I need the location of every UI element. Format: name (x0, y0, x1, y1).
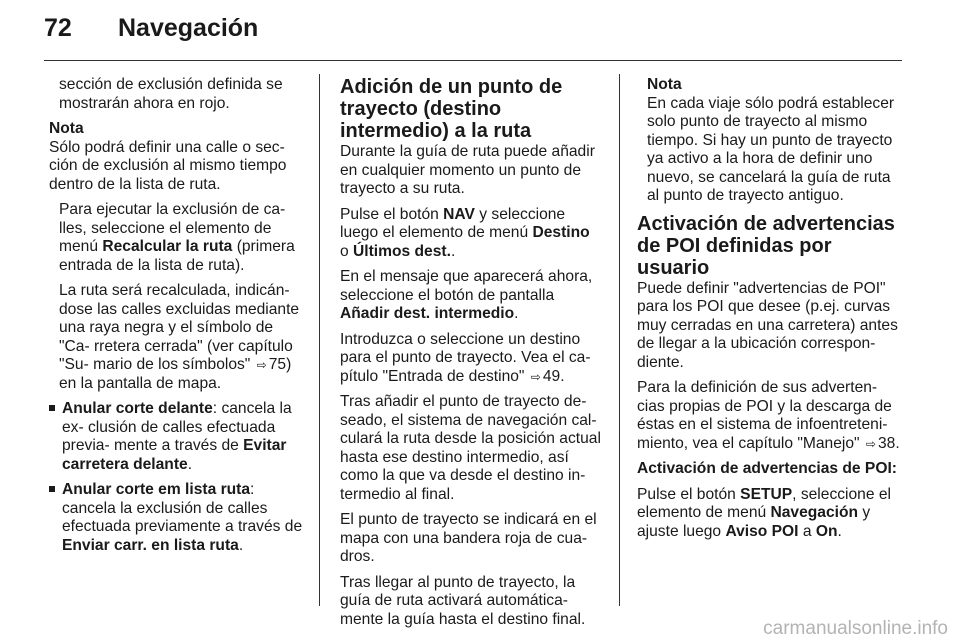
paragraph (340, 206, 602, 262)
column-divider (619, 74, 620, 606)
paragraph (340, 268, 602, 324)
text-run: y seleccione luego el elemento de menú (340, 205, 566, 241)
menu-item-ref: Evitar carretera delante (62, 437, 287, 473)
note-text: Sólo podrá definir una calle o sec- ción de exclusión al mismo tiempo dentro de la lista de ruta. (49, 138, 287, 193)
text-run: , seleccione el elemento de menú (637, 485, 891, 521)
watermark: carmanualsonline.info (763, 618, 948, 639)
bullet-item (49, 481, 305, 555)
text-run: . (514, 305, 519, 322)
arrow-icon: ⇨ (256, 358, 267, 372)
column-3 (637, 76, 903, 548)
column-divider (319, 74, 320, 606)
bullet-item (49, 400, 305, 474)
text-run: . (238, 536, 244, 554)
text-run: Para ejecutar la exclusión de ca- lles, seleccione el elemento de menú (59, 201, 286, 255)
text-run: En el mensaje que aparecerá ahora, seleccione el botón de pantalla (340, 268, 593, 304)
page-number: 72 (44, 14, 72, 42)
section-heading: Activación de advertencias de POI definidas por usuario (637, 212, 895, 279)
text-run: . (837, 522, 842, 540)
text-run: : cancela la ex- clusión de calles efectuada previa- mente a través de (62, 400, 292, 454)
text-run: o (340, 242, 354, 260)
paragraph (49, 282, 305, 393)
header-rule (44, 60, 902, 61)
text-run: Pulse el botón (340, 205, 444, 223)
text-run: 75) en la pantalla de mapa. (59, 356, 292, 392)
text-run: . (450, 242, 456, 260)
text-run: : cancela la exclusión de calles efectuada previamente a través de (62, 481, 303, 535)
column-1 (49, 76, 305, 562)
bullet-square-icon (49, 405, 55, 411)
text-run: Pulse el botón (637, 485, 741, 503)
subheading: Activación de advertencias de POI: (637, 460, 897, 477)
text-run: Para la definición de sus adverten- cias propias de POI y la descarga de éstas en el sistema de infoentreteni- miento, vea el capítulo "Manejo" (637, 379, 892, 452)
section-heading: Adición de un punto de trayecto (destino intermedio) a la ruta (340, 76, 563, 142)
menu-item-ref: Recalcular la ruta (102, 238, 233, 255)
paragraph (49, 201, 305, 275)
value-ref: On (815, 522, 838, 540)
paragraph: Puede definir "advertencias de POI" para los POI que desee (p.ej. curvas muy cerradas en una carretera) antes de llegar a la ubicación correspon- diente. (637, 279, 898, 371)
note-title: Nota (647, 76, 682, 93)
paragraph: sección de exclusión definida se mostrarán ahora en rojo. (59, 76, 283, 112)
text-run: Introduzca o seleccione un destino para el punto de trayecto. Vea el ca- pítulo "Entrada de destino" (340, 330, 591, 385)
text-run: 49. (542, 367, 565, 385)
column-2 (340, 76, 602, 636)
text-run: 38. (877, 434, 900, 452)
paragraph: El punto de trayecto se indicará en el mapa con una bandera roja de cua- dros. (340, 511, 597, 565)
menu-item-ref: Navegación (770, 504, 859, 521)
text-run: y ajuste luego (637, 504, 871, 540)
menu-item-ref: Anular corte delante (62, 400, 213, 417)
text-run: La ruta será recalculada, indicán- dose las calles excluidas mediante una raya negra y el símbolo de "Ca- rretera cerrada" (ver capítulo "Su- mario de los símbolos" (59, 282, 300, 373)
button-ref: NAV (443, 205, 475, 223)
menu-item-ref: Enviar carr. en lista ruta (62, 536, 239, 554)
menu-item-ref: Aviso POI (725, 522, 799, 540)
note-box (49, 120, 305, 194)
arrow-icon: ⇨ (530, 369, 541, 384)
paragraph: Tras llegar al punto de trayecto, la guía de ruta activará automática- mente la guía hasta el destino final. (340, 573, 586, 628)
button-ref: Añadir dest. intermedio (340, 305, 515, 322)
paragraph: Durante la guía de ruta puede añadir en cualquier momento un punto de trayecto a su ruta. (340, 143, 595, 197)
paragraph (637, 379, 903, 453)
text-run: . (187, 455, 193, 473)
paragraph (637, 486, 903, 542)
page-title: Navegación (118, 14, 259, 42)
menu-item-ref: Anular corte em lista ruta (62, 481, 251, 498)
menu-item-ref: Destino (532, 224, 590, 241)
paragraph (340, 331, 602, 387)
note-title: Nota (49, 120, 84, 137)
text-run: a (798, 522, 816, 540)
bullet-square-icon (49, 486, 55, 492)
page-header (0, 0, 960, 62)
note-text: En cada viaje sólo podrá establecer solo punto de trayecto al mismo tiempo. Si hay un punto de trayecto ya activo a la hora de definir uno nuevo, se cancelará la guía de ruta al punto de trayecto antiguo. (647, 94, 895, 204)
button-ref: SETUP (740, 485, 793, 503)
note-box (637, 76, 903, 206)
arrow-icon: ⇨ (865, 436, 876, 451)
menu-item-ref: Últimos dest. (353, 242, 451, 260)
paragraph: Tras añadir el punto de trayecto de- seado, el sistema de navegación cal- culará la ruta desde la posición actual hasta ese destino intermedio, así como la que va desde el destino in- termedio al final. (340, 393, 601, 503)
text-run: (primera entrada de la lista de ruta). (59, 238, 295, 274)
